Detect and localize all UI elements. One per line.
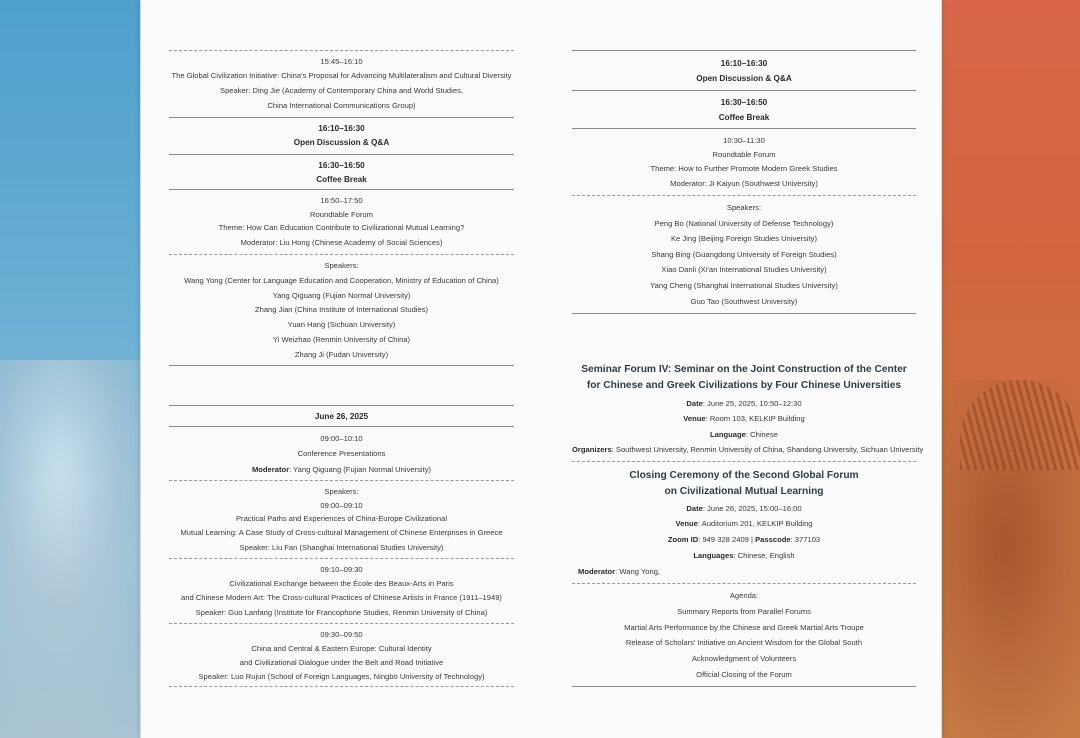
background-left-panel (0, 0, 140, 738)
date-value: : June 26, 2025, 15:00–16:00 (702, 504, 802, 513)
talk-title: Mutual Learning: A Case Study of Cross-cultural Management of Chinese Enterprises in Greece (180, 528, 503, 537)
venue-label: Venue (683, 414, 706, 423)
talk-time: 09:10–09:30 (320, 565, 363, 574)
closing-venue (572, 516, 916, 531)
coffee-label: Coffee Break (316, 175, 367, 184)
moderator-value: : Yang Qiguang (Fujian Normal University) (289, 465, 432, 474)
agenda-item: Acknowledgment of Volunteers (691, 654, 797, 663)
agenda-item: Summary Reports from Parallel Forums (677, 607, 811, 616)
speaker-item: Zhang Jian (China Institute of International Studies) (254, 305, 429, 314)
closing-date (572, 501, 916, 516)
closing-moderator (578, 564, 916, 579)
speaker-item: Yang Qiguang (Fujian Normal University) (272, 291, 411, 300)
organizers-label: Organizers (572, 445, 612, 454)
divider (169, 254, 514, 255)
roundtable-moderator: Moderator: Ji Kaiyun (Southwest University) (670, 179, 818, 188)
divider (169, 480, 514, 481)
divider (572, 195, 916, 196)
divider (572, 50, 916, 51)
speaker-item: Xiao Danli (Xi'an International Studies University) (661, 265, 827, 274)
divider (572, 686, 916, 687)
divider (169, 623, 514, 624)
speakers-heading: Speakers: (726, 203, 762, 212)
program-page (140, 0, 942, 738)
zoom-label: Zoom ID (667, 535, 699, 544)
closing-languages (572, 548, 916, 563)
divider (169, 154, 514, 155)
presentations-time: 09:00–10:10 (320, 434, 363, 443)
talk-title: and Civilizational Dialogue under the Belt and Road Initiative (239, 658, 444, 667)
speaker-item: Shang Bing (Guangdong University of Foreign Studies) (651, 250, 837, 259)
talk-title: Practical Paths and Experiences of China-Europe Civilizational (235, 514, 448, 523)
divider (169, 117, 514, 118)
divider (169, 189, 514, 190)
divider (169, 405, 514, 406)
closing-title: on Civilizational Mutual Learning (664, 486, 824, 497)
talk-title: and Chinese Modern Art: The Cross-cultural Practices of Chinese Artists in France (1911–1949) (181, 593, 502, 602)
talk-speaker: Speaker: Liu Fan (Shanghai International Studies University) (239, 543, 444, 552)
seminar-language (572, 427, 916, 442)
passcode-label: Passcode (755, 535, 791, 544)
language-label: Language (710, 430, 746, 439)
speaker-item: Ke Jing (Beijing Foreign Studies University) (670, 234, 818, 243)
roundtable-label: Roundtable Forum (310, 210, 373, 219)
coffee-time: 16:30–16:50 (318, 161, 365, 170)
closing-title: Closing Ceremony of the Second Global Forum (629, 470, 859, 481)
discussion-label: Open Discussion & Q&A (293, 138, 390, 147)
speaker-item: Wang Yong (Center for Language Education and Cooperation, Ministry of Education of China) (184, 276, 499, 285)
roundtable-theme: Theme: How to Further Promote Modern Greek Studies (650, 164, 838, 173)
agenda-item: Official Closing of the Forum (696, 670, 792, 679)
moderator-label: Moderator (578, 567, 616, 576)
discussion-time: 16:10–16:30 (318, 124, 365, 133)
speaker-item: Guo Tao (Southwest University) (690, 297, 798, 306)
coffee-time: 16:30–16:50 (720, 98, 768, 107)
divider (169, 558, 514, 559)
seminar-title: Seminar Forum IV: Seminar on the Joint Construction of the Center (581, 364, 907, 375)
agenda-heading: Agenda: (729, 591, 759, 600)
speaker-item: Yuan Hang (Sichuan University) (287, 320, 396, 329)
roundtable-label: Roundtable Forum (712, 150, 776, 159)
seminar-venue (572, 411, 916, 426)
seminar-date (572, 396, 916, 411)
roundtable-time: 10:30–11:30 (723, 136, 765, 145)
roundtable-theme: Theme: How Can Education Contribute to Civilizational Mutual Learning? (218, 223, 465, 232)
date-label: Date (686, 504, 703, 513)
talk-time: 09:00–09:10 (320, 501, 363, 510)
divider (572, 128, 916, 129)
languages-label: Languages (693, 551, 734, 560)
speaker-item: Zhang Ji (Fudan University) (294, 350, 389, 359)
organizers-value: : Southwest University, Renmin University of China, Shandong University, Sichuan University (611, 445, 924, 454)
divider (169, 686, 514, 687)
presentations-label: Conference Presentations (297, 449, 386, 458)
divider (169, 426, 514, 427)
roundtable-time: 16:50–17:50 (320, 196, 363, 205)
talk-title: China and Central & Eastern Europe: Cultural Identity (251, 644, 432, 653)
philosopher-statue-image (0, 360, 140, 738)
talk-title: Civilizational Exchange between the École des Beaux-Arts in Paris (229, 579, 454, 588)
agenda-item: Martial Arts Performance by the Chinese and Greek Martial Arts Troupe (624, 623, 864, 632)
speaker-item: Peng Bo (National University of Defense Technology) (654, 219, 834, 228)
agenda-item: Release of Scholars' Initiative on Ancient Wisdom for the Global South (625, 638, 863, 647)
coffee-label: Coffee Break (718, 113, 770, 122)
discussion-time: 16:10–16:30 (720, 59, 768, 68)
venue-label: Venue (675, 519, 698, 528)
seminar-organizers (572, 442, 924, 457)
day-date: June 26, 2025 (314, 412, 369, 421)
speaker-item: Yi Weizhao (Renmin University of China) (272, 335, 411, 344)
zoom-value: : 949 328 2409 | (698, 535, 756, 544)
speaker-line: Speaker: Ding Jie (Academy of Contemporary China and World Studies, (220, 86, 463, 95)
session-title: The Global Civilization Initiative: China's Proposal for Advancing Multilateralism and Cultural Diversity (171, 71, 512, 80)
divider (169, 365, 514, 366)
moderator-value: : Wang Yong, (615, 567, 661, 576)
divider (572, 461, 916, 462)
discussion-label: Open Discussion & Q&A (696, 74, 792, 83)
divider (572, 313, 916, 314)
moderator-label: Moderator (251, 465, 290, 474)
speaker-affiliation: China International Communications Group) (267, 101, 416, 110)
venue-value: : Room 103, KELKIP Building (705, 414, 805, 423)
session-time: 15:45–16:10 (320, 57, 363, 66)
talk-time: 09:30–09:50 (320, 630, 363, 639)
divider (169, 50, 514, 51)
passcode-value: : 377103 (790, 535, 821, 544)
venue-value: : Auditorium 201, KELKIP Building (697, 519, 813, 528)
date-value: : June 25, 2025, 10:50–12:30 (702, 399, 802, 408)
seminar-title: for Chinese and Greek Civilizations by Four Chinese Universities (586, 380, 902, 391)
languages-value: : Chinese, English (733, 551, 795, 560)
divider (572, 90, 916, 91)
roundtable-moderator: Moderator: Liu Hong (Chinese Academy of Social Sciences) (240, 238, 443, 247)
speakers-heading: Speakers: (324, 487, 359, 496)
speaker-item: Yang Cheng (Shanghai International Studies University) (650, 281, 838, 290)
date-label: Date (686, 399, 703, 408)
background-right-panel (940, 0, 1080, 738)
presentations-moderator (169, 462, 514, 477)
talk-speaker: Speaker: Luo Rujun (School of Foreign Languages, Ningbo University of Technology) (198, 672, 485, 681)
language-value: : Chinese (745, 430, 778, 439)
divider (572, 583, 916, 584)
speakers-heading: Speakers: (324, 261, 359, 270)
closing-zoom (572, 532, 916, 547)
talk-speaker: Speaker: Guo Lanfang (Institute for Francophone Studies, Renmin University of China) (195, 608, 488, 617)
